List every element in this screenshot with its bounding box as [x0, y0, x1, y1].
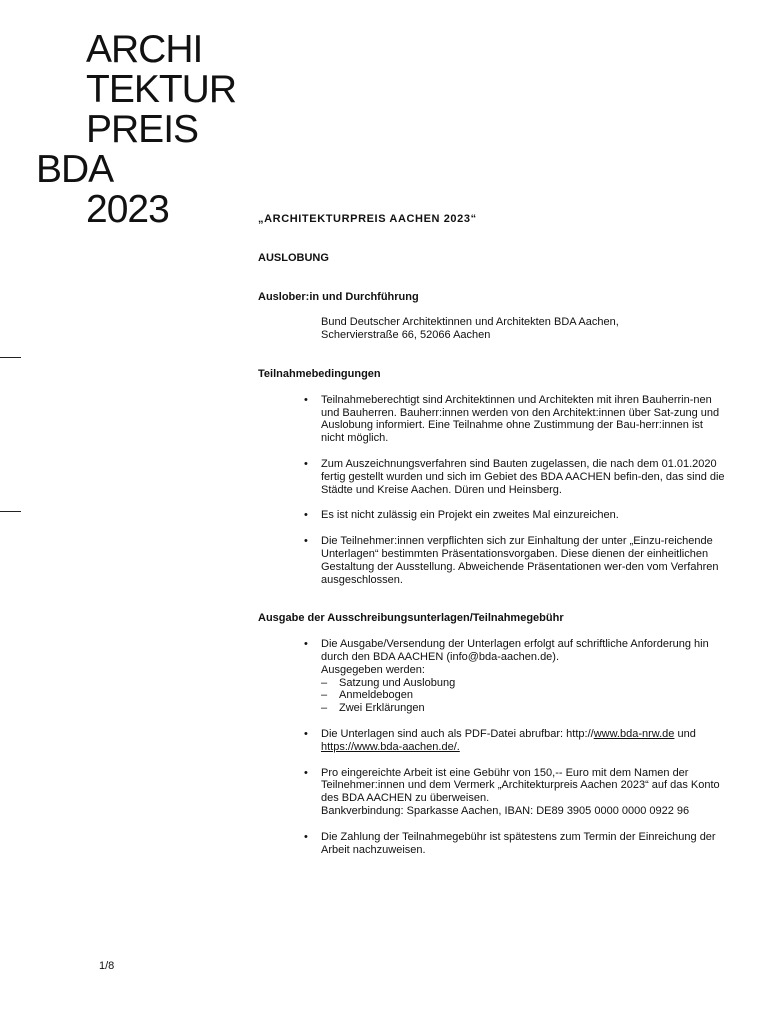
punch-mark [0, 511, 21, 512]
ausgabe-item1-sub-heading: Ausgegeben werden: [321, 663, 425, 676]
document-subtitle: AUSLOBUNG [258, 251, 329, 264]
sub-item: – Zwei Erklärungen [321, 702, 425, 715]
ausloberin-line-2: Schervierstraße 66, 52066 Aachen [321, 329, 491, 342]
logo-line-2: TEKTUR [86, 68, 236, 111]
logo-line-5: 2023 [86, 188, 169, 231]
list-item [258, 728, 728, 754]
bda-aachen-link[interactable]: https://www.bda-aachen.de/. [321, 740, 460, 753]
ausgabe-item3-text: Pro eingereichte Arbeit ist eine Gebühr von 150,-- Euro mit dem Namen der Teilnehmer:innen und dem Vermerk „Architekturpreis Aachen 2023“ auf das Konto des BDA AACHEN zu überweisen. [321, 766, 720, 805]
list-item: • Teilnahmeberechtigt sind Architektinnen und Architekten mit ihren Bauherrin-nen und Bauherren. Bauherr:innen werden von den Architekt:innen über Sat-zung und Auslobung informiert. Eine Teilnahme ohne Zustimmung der Bau-herr:innen ist nicht möglich. [258, 394, 728, 445]
section-heading-ausgabe: Ausgabe der Ausschreibungsunterlagen/Teilnahmegebühr [258, 612, 564, 625]
fold-mark [0, 357, 21, 358]
sub-item: – Satzung und Auslobung [321, 676, 456, 689]
logo-line-1: ARCHI [86, 28, 203, 71]
list-item [258, 767, 728, 818]
document-body [258, 213, 728, 869]
page-number: 1/8 [99, 960, 115, 972]
list-item [258, 638, 728, 715]
list-item: • Die Zahlung der Teilnahmegebühr ist spätestens zum Termin der Einreichung der Arbeit nachzuweisen. [258, 831, 728, 857]
ausloberin-line-1: Bund Deutscher Architektinnen und Architekten BDA Aachen, [321, 316, 619, 329]
list-item: • Es ist nicht zulässig ein Projekt ein zweites Mal einzureichen. [258, 509, 728, 522]
section-heading-teilnahme: Teilnahmebedingungen [258, 367, 381, 380]
bank-details: Bankverbindung: Sparkasse Aachen, IBAN: DE89 3905 0000 0000 0922 96 [321, 804, 690, 817]
logo-line-4: BDA [36, 148, 114, 191]
ausgabe-list [258, 638, 728, 856]
section-heading-ausloberin: Auslober:in und Durchführung [258, 290, 419, 303]
logo-line-3: PREIS [86, 108, 199, 151]
list-item: • Die Teilnehmer:innen verpflichten sich zur Einhaltung der unter „Einzu-reichende Unterlagen“ bestimmten Präsentationsvorgaben. Diese dienen der einheitlichen Gestaltung der Ausstellung. Abweichende Präsentationen wer-den vom Verfahren ausgeschlossen. [258, 535, 728, 586]
logo [36, 30, 236, 230]
bda-nrw-link[interactable]: www.bda-nrw.de [593, 727, 675, 740]
document-title: „ARCHITEKTURPREIS AACHEN 2023“ [258, 213, 477, 225]
sub-item: – Anmeldebogen [321, 689, 414, 702]
ausgabe-item2-mid: und [674, 727, 696, 740]
ausgabe-item1-text: Die Ausgabe/Versendung der Unterlagen erfolgt auf schriftliche Anforderung hin durch den BDA AACHEN (info@bda-aachen.de). [321, 638, 709, 663]
teilnahme-list [258, 394, 728, 587]
ausgabe-item2-prefix: Die Unterlagen sind auch als PDF-Datei abrufbar: http:// [321, 727, 594, 740]
list-item: • Zum Auszeichnungsverfahren sind Bauten zugelassen, die nach dem 01.01.2020 fertig gestellt wurden und sich im Gebiet des BDA AACHEN befin-den, das sind die Städte und Kreise Aachen. Düren und Heinsberg. [258, 458, 728, 496]
